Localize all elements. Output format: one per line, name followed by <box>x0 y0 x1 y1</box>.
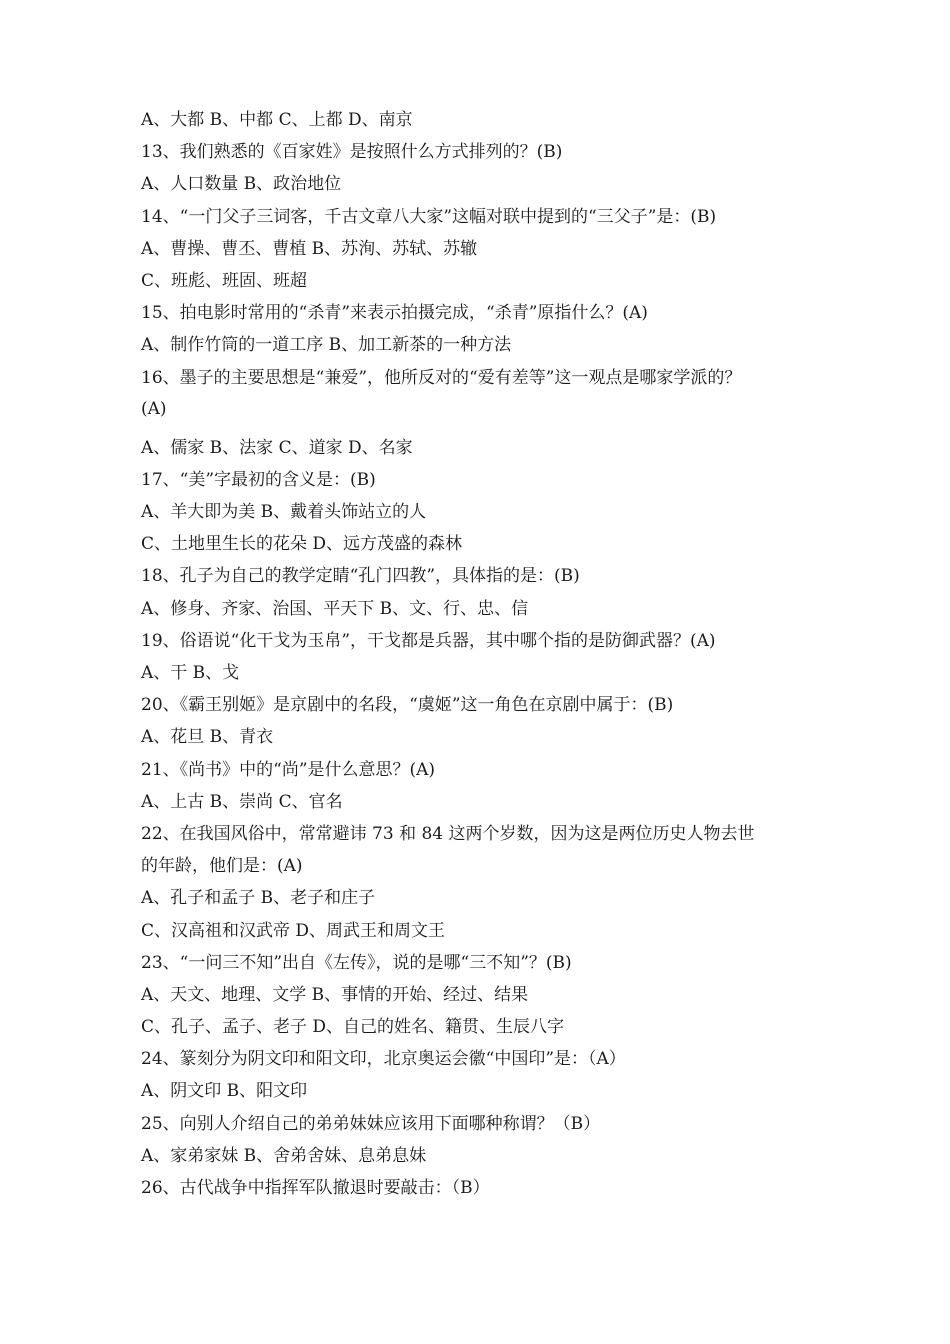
answer-options-q23-ab: A、天文、地理、文学 B、事情的开始、经过、结果 <box>141 984 529 1005</box>
question-15: 15、拍电影时常用的“杀青”来表示拍摄完成，“杀青”原指什么？(A) <box>141 303 648 324</box>
question-14: 14、“一门父子三词客，千古文章八大家”这幅对联中提到的“三父子”是：(B) <box>141 206 717 227</box>
answer-options-q17-cd: C、土地里生长的花朵 D、远方茂盛的森林 <box>141 534 463 555</box>
answer-options-q17-ab: A、羊大即为美 B、戴着头饰站立的人 <box>141 502 427 523</box>
question-25: 25、向别人介绍自己的弟弟妹妹应该用下面哪种称谓？（B） <box>141 1113 601 1134</box>
question-18: 18、孔子为自己的教学定睛“孔门四教”，具体指的是：(B) <box>141 566 580 587</box>
answer-options-q21: A、上古 B、崇尚 C、官名 <box>141 791 343 812</box>
question-24: 24、篆刻分为阴文印和阳文印，北京奥运会徽“中国印”是：（A） <box>141 1049 626 1070</box>
answer-options-q25: A、家弟家妹 B、舍弟舍妹、息弟息妹 <box>141 1145 427 1166</box>
question-19: 19、俗语说“化干戈为玉帛”，干戈都是兵器，其中哪个指的是防御武器？(A) <box>141 630 716 651</box>
answer-options-q14-c: C、班彪、班固、班超 <box>141 270 308 291</box>
question-21: 21、《尚书》中的“尚”是什么意思？(A) <box>141 759 436 780</box>
answer-options-q19: A、干 B、戈 <box>141 663 240 683</box>
question-22-continued: 的年龄，他们是：(A) <box>141 856 303 877</box>
answer-options-q23-cd: C、孔子、孟子、老子 D、自己的姓名、籍贯、生辰八字 <box>141 1017 565 1038</box>
answer-options-q24: A、阴文印 B、阳文印 <box>141 1081 308 1102</box>
question-26: 26、古代战争中指挥军队撤退时要敲击：（B） <box>141 1178 490 1198</box>
answer-options-q15: A、制作竹筒的一道工序 B、加工新茶的一种方法 <box>141 335 512 356</box>
answer-options-q14-ab: A、曹操、曹丕、曹植 B、苏洵、苏轼、苏辙 <box>141 238 478 259</box>
quiz-text-body <box>141 104 811 1204</box>
answer-options-q16: A、儒家 B、法家 C、道家 D、名家 <box>141 437 413 458</box>
answer-options-q13: A、人口数量 B、政治地位 <box>141 174 342 195</box>
question-22: 22、在我国风俗中，常常避讳 73 和 84 这两个岁数，因为这是两位历史人物去世 <box>141 823 755 844</box>
answer-options-q22-cd: C、汉高祖和汉武帝 D、周武王和周文王 <box>141 920 446 941</box>
question-16: 16、墨子的主要思想是“兼爱”，他所反对的“爱有差等”这一观点是哪家学派的？ <box>141 367 742 388</box>
question-23: 23、“一问三不知”出自《左传》，说的是哪“三不知”？(B) <box>141 952 572 973</box>
answer-options-q20: A、花旦 B、青衣 <box>141 727 274 748</box>
question-16-answer: (A) <box>141 398 167 419</box>
question-13: 13、我们熟悉的《百家姓》是按照什么方式排列的？(B) <box>141 142 563 163</box>
answer-options-q22-ab: A、孔子和孟子 B、老子和庄子 <box>141 888 376 909</box>
answer-options-q18: A、修身、齐家、治国、平天下 B、文、行、忠、信 <box>141 598 529 619</box>
answer-options-q12: A、大都 B、中都 C、上都 D、南京 <box>141 110 413 130</box>
question-17: 17、“美”字最初的含义是：(B) <box>141 469 376 490</box>
question-20: 20、《霸王别姬》是京剧中的名段，“虞姬”这一角色在京剧中属于：(B) <box>141 695 674 716</box>
